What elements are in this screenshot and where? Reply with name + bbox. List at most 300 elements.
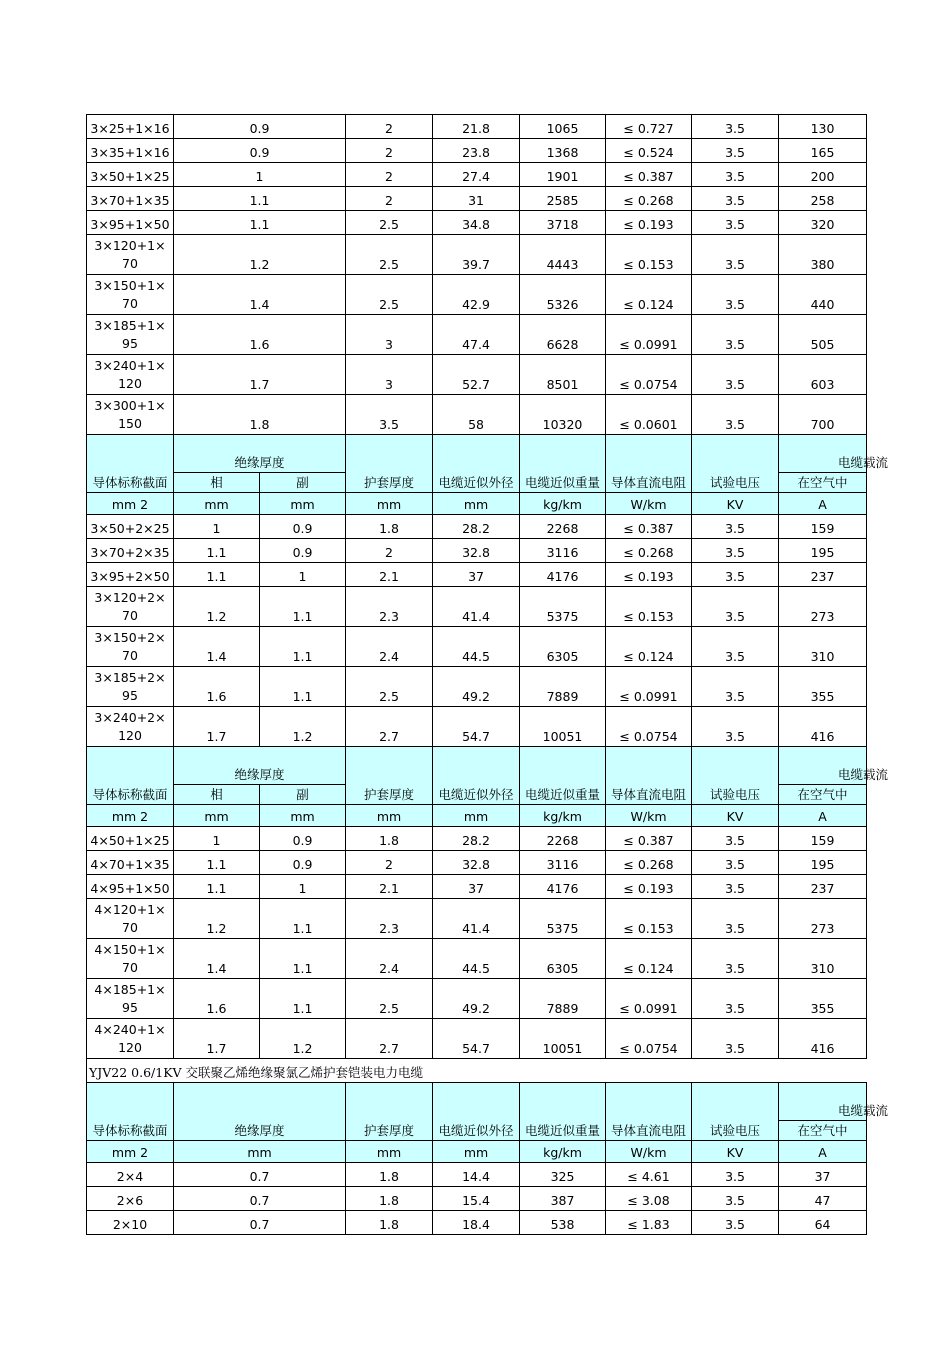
kv-cell: 3.5 — [692, 979, 779, 1019]
wt-cell: 6305 — [520, 939, 606, 979]
sheath-cell: 2.5 — [346, 235, 433, 275]
s-cell: 1 — [260, 875, 346, 899]
table-row — [87, 539, 867, 563]
sheath-cell: 2 — [346, 115, 433, 139]
sheath-cell: 1.8 — [346, 1163, 433, 1187]
unit-voltage: KV — [692, 493, 779, 515]
insulation-cell: 0.9 — [174, 115, 346, 139]
dia-cell: 31 — [433, 187, 520, 211]
p-cell: 1.6 — [174, 667, 260, 707]
p-cell: 1.4 — [174, 939, 260, 979]
dia-cell: 32.8 — [433, 851, 520, 875]
spec-cell: 3×70+2×35 — [87, 539, 174, 563]
res-cell: ≤ 0.0991 — [606, 979, 692, 1019]
amp-cell: 310 — [779, 627, 867, 667]
s-cell: 0.9 — [260, 827, 346, 851]
current-cell: 165 — [779, 139, 867, 163]
res-cell: ≤ 0.387 — [606, 827, 692, 851]
unit-row — [87, 1141, 867, 1163]
header-current-label: 电缆载流 — [838, 1103, 889, 1118]
res-cell: ≤ 4.61 — [606, 1163, 692, 1187]
s-cell: 0.9 — [260, 851, 346, 875]
dia-cell: 23.8 — [433, 139, 520, 163]
header-sub: 副 — [260, 473, 346, 493]
res-cell: ≤ 0.387 — [606, 515, 692, 539]
insulation-cell: 1.2 — [174, 235, 346, 275]
wt-cell: 3116 — [520, 851, 606, 875]
s-cell: 1.1 — [260, 667, 346, 707]
dia-cell: 52.7 — [433, 355, 520, 395]
kv-cell: 3.5 — [692, 395, 779, 435]
dia-cell: 37 — [433, 875, 520, 899]
wt-cell: 2268 — [520, 515, 606, 539]
sheath-cell: 1.8 — [346, 1187, 433, 1211]
res-cell: ≤ 0.193 — [606, 563, 692, 587]
header-diameter: 电缆近似外径 — [433, 435, 520, 493]
spec-cell: 4×185+1× 95 — [87, 979, 174, 1019]
current-cell: 320 — [779, 211, 867, 235]
kv-cell: 3.5 — [692, 1019, 779, 1059]
res-cell: ≤ 0.0754 — [606, 707, 692, 747]
s-cell: 1.2 — [260, 707, 346, 747]
dia-cell: 28.2 — [433, 827, 520, 851]
header-diameter: 电缆近似外径 — [433, 747, 520, 805]
s-cell: 1.2 — [260, 1019, 346, 1059]
amp-cell: 310 — [779, 939, 867, 979]
header-voltage: 试验电压 — [692, 747, 779, 805]
res-cell: ≤ 0.387 — [606, 163, 692, 187]
wt-cell: 7889 — [520, 667, 606, 707]
wt-cell: 1368 — [520, 139, 606, 163]
kv-cell: 3.5 — [692, 539, 779, 563]
header-resistance: 导体直流电阻 — [606, 1083, 692, 1141]
kv-cell: 3.5 — [692, 587, 779, 627]
header-sub: 副 — [260, 785, 346, 805]
wt-cell: 4176 — [520, 875, 606, 899]
kv-cell: 3.5 — [692, 115, 779, 139]
kv-cell: 3.5 — [692, 211, 779, 235]
header-weight: 电缆近似重量 — [520, 1083, 606, 1141]
kv-cell: 3.5 — [692, 563, 779, 587]
dia-cell: 18.4 — [433, 1211, 520, 1235]
table-row — [87, 1163, 867, 1187]
unit-diameter: mm — [433, 1141, 520, 1163]
header-current-label: 电缆载流 — [838, 455, 889, 470]
spec-cell: 4×120+1× 70 — [87, 899, 174, 939]
header-sheath: 护套厚度 — [346, 1083, 433, 1141]
s-cell: 1.1 — [260, 587, 346, 627]
kv-cell: 3.5 — [692, 899, 779, 939]
spec-table — [86, 114, 889, 1235]
current-cell: 258 — [779, 187, 867, 211]
unit-sub: mm — [260, 493, 346, 515]
spec-cell: 3×95+2×50 — [87, 563, 174, 587]
header-row — [87, 747, 867, 785]
kv-cell: 3.5 — [692, 827, 779, 851]
kv-cell: 3.5 — [692, 851, 779, 875]
kv-cell: 3.5 — [692, 139, 779, 163]
kv-cell: 3.5 — [692, 187, 779, 211]
table-row — [87, 355, 867, 395]
sheath-cell: 1.8 — [346, 827, 433, 851]
spec-cell: 2×6 — [87, 1187, 174, 1211]
sheath-cell: 2.3 — [346, 587, 433, 627]
wt-cell: 6628 — [520, 315, 606, 355]
res-cell: ≤ 0.153 — [606, 235, 692, 275]
p-cell: 1.4 — [174, 627, 260, 667]
dia-cell: 44.5 — [433, 627, 520, 667]
sheath-cell: 2.7 — [346, 707, 433, 747]
insulation-cell: 1.7 — [174, 355, 346, 395]
header-sheath: 护套厚度 — [346, 747, 433, 805]
wt-cell: 8501 — [520, 355, 606, 395]
wt-cell: 5326 — [520, 275, 606, 315]
table-row — [87, 163, 867, 187]
header-current — [779, 435, 889, 473]
res-cell: ≤ 0.124 — [606, 275, 692, 315]
header-air: 在空气中 — [779, 1121, 867, 1141]
dia-cell: 54.7 — [433, 1019, 520, 1059]
dia-cell: 49.2 — [433, 667, 520, 707]
spec-cell: 3×120+2× 70 — [87, 587, 174, 627]
header-weight: 电缆近似重量 — [520, 435, 606, 493]
res-cell: ≤ 0.268 — [606, 539, 692, 563]
table-row — [87, 315, 867, 355]
amp-cell: 195 — [779, 539, 867, 563]
spec-cell: 4×70+1×35 — [87, 851, 174, 875]
dia-cell: 28.2 — [433, 515, 520, 539]
header-phase: 相 — [174, 473, 260, 493]
unit-phase: mm — [174, 805, 260, 827]
spec-cell: 3×150+1× 70 — [87, 275, 174, 315]
table-row — [87, 211, 867, 235]
table-row — [87, 395, 867, 435]
s-cell: 1.1 — [260, 899, 346, 939]
sheath-cell: 2.3 — [346, 899, 433, 939]
spec-cell: 3×35+1×16 — [87, 139, 174, 163]
amp-cell: 47 — [779, 1187, 867, 1211]
kv-cell: 3.5 — [692, 235, 779, 275]
sheath-cell: 3 — [346, 315, 433, 355]
p-cell: 1.7 — [174, 707, 260, 747]
res-cell: ≤ 0.124 — [606, 939, 692, 979]
sheath-cell: 2 — [346, 539, 433, 563]
kv-cell: 3.5 — [692, 275, 779, 315]
unit-weight: kg/km — [520, 805, 606, 827]
spec-cell: 3×95+1×50 — [87, 211, 174, 235]
res-cell: ≤ 0.727 — [606, 115, 692, 139]
sheath-cell: 2 — [346, 851, 433, 875]
unit-weight: kg/km — [520, 1141, 606, 1163]
section-title: YJV22 0.6/1KV 交联聚乙烯绝缘聚氯乙烯护套铠装电力电缆 — [87, 1059, 867, 1083]
header-air: 在空气中 — [779, 785, 867, 805]
header-current-label: 电缆载流 — [838, 767, 889, 782]
wt-cell: 1065 — [520, 115, 606, 139]
spec-cell: 4×150+1× 70 — [87, 939, 174, 979]
unit-current: A — [779, 1141, 867, 1163]
spec-cell: 3×25+1×16 — [87, 115, 174, 139]
current-cell: 200 — [779, 163, 867, 187]
res-cell: ≤ 0.193 — [606, 875, 692, 899]
header-insulation: 绝缘厚度 — [174, 747, 346, 785]
header-phase: 相 — [174, 785, 260, 805]
table-row — [87, 939, 867, 979]
current-cell: 440 — [779, 275, 867, 315]
table-row — [87, 899, 867, 939]
res-cell: ≤ 0.524 — [606, 139, 692, 163]
dia-cell: 58 — [433, 395, 520, 435]
wt-cell: 5375 — [520, 587, 606, 627]
amp-cell: 416 — [779, 1019, 867, 1059]
spec-cell: 3×240+2× 120 — [87, 707, 174, 747]
unit-resistance: W/km — [606, 1141, 692, 1163]
header-insulation: 绝缘厚度 — [174, 1083, 346, 1141]
cable-spec-sheet — [86, 114, 889, 1235]
sheath-cell: 2 — [346, 187, 433, 211]
kv-cell: 3.5 — [692, 315, 779, 355]
s-cell: 1 — [260, 563, 346, 587]
dia-cell: 41.4 — [433, 587, 520, 627]
header-insulation: 绝缘厚度 — [174, 435, 346, 473]
s-cell: 1.1 — [260, 939, 346, 979]
spec-cell: 2×4 — [87, 1163, 174, 1187]
dia-cell: 42.9 — [433, 275, 520, 315]
table-row — [87, 235, 867, 275]
sheath-cell: 2.5 — [346, 979, 433, 1019]
table-row — [87, 187, 867, 211]
spec-cell: 3×185+2× 95 — [87, 667, 174, 707]
header-sheath: 护套厚度 — [346, 435, 433, 493]
amp-cell: 355 — [779, 979, 867, 1019]
wt-cell: 325 — [520, 1163, 606, 1187]
p-cell: 1.7 — [174, 1019, 260, 1059]
current-cell: 603 — [779, 355, 867, 395]
sheath-cell: 2.7 — [346, 1019, 433, 1059]
wt-cell: 7889 — [520, 979, 606, 1019]
res-cell: ≤ 0.193 — [606, 211, 692, 235]
wt-cell: 6305 — [520, 627, 606, 667]
table-row — [87, 1211, 867, 1235]
unit-row — [87, 805, 867, 827]
amp-cell: 273 — [779, 899, 867, 939]
spec-cell: 3×50+1×25 — [87, 163, 174, 187]
dia-cell: 14.4 — [433, 1163, 520, 1187]
dia-cell: 44.5 — [433, 939, 520, 979]
table-row — [87, 707, 867, 747]
wt-cell: 387 — [520, 1187, 606, 1211]
kv-cell: 3.5 — [692, 707, 779, 747]
dia-cell: 49.2 — [433, 979, 520, 1019]
table-row — [87, 875, 867, 899]
unit-resistance: W/km — [606, 493, 692, 515]
sheath-cell: 2.1 — [346, 875, 433, 899]
table-row — [87, 627, 867, 667]
wt-cell: 10051 — [520, 1019, 606, 1059]
p-cell: 1.1 — [174, 563, 260, 587]
wt-cell: 2268 — [520, 827, 606, 851]
s-cell: 0.9 — [260, 539, 346, 563]
header-current — [779, 747, 889, 785]
dia-cell: 34.8 — [433, 211, 520, 235]
table-row — [87, 979, 867, 1019]
header-voltage: 试验电压 — [692, 1083, 779, 1141]
kv-cell: 3.5 — [692, 163, 779, 187]
res-cell: ≤ 0.153 — [606, 899, 692, 939]
spec-cell: 3×150+2× 70 — [87, 627, 174, 667]
res-cell: ≤ 0.268 — [606, 851, 692, 875]
unit-row — [87, 493, 867, 515]
wt-cell: 4443 — [520, 235, 606, 275]
spec-cell: 3×300+1× 150 — [87, 395, 174, 435]
current-cell: 700 — [779, 395, 867, 435]
unit-diameter: mm — [433, 493, 520, 515]
res-cell: ≤ 0.0754 — [606, 1019, 692, 1059]
dia-cell: 15.4 — [433, 1187, 520, 1211]
res-cell: ≤ 0.124 — [606, 627, 692, 667]
unit-resistance: W/km — [606, 805, 692, 827]
spec-cell: 3×120+1× 70 — [87, 235, 174, 275]
sheath-cell: 2.4 — [346, 939, 433, 979]
unit-insulation: mm — [174, 1141, 346, 1163]
header-resistance: 导体直流电阻 — [606, 435, 692, 493]
unit-spec: mm 2 — [87, 493, 174, 515]
unit-sub: mm — [260, 805, 346, 827]
res-cell: ≤ 0.268 — [606, 187, 692, 211]
table-row — [87, 587, 867, 627]
spec-cell: 3×50+2×25 — [87, 515, 174, 539]
current-cell: 130 — [779, 115, 867, 139]
header-voltage: 试验电压 — [692, 435, 779, 493]
spec-cell: 3×240+1× 120 — [87, 355, 174, 395]
header-row — [87, 435, 867, 473]
res-cell: ≤ 1.83 — [606, 1211, 692, 1235]
sheath-cell: 1.8 — [346, 515, 433, 539]
current-cell: 505 — [779, 315, 867, 355]
table-row — [87, 827, 867, 851]
amp-cell: 416 — [779, 707, 867, 747]
spec-table-body — [87, 115, 889, 1235]
wt-cell: 1901 — [520, 163, 606, 187]
amp-cell: 64 — [779, 1211, 867, 1235]
table-row — [87, 851, 867, 875]
amp-cell: 237 — [779, 563, 867, 587]
p-cell: 1.2 — [174, 899, 260, 939]
amp-cell: 159 — [779, 827, 867, 851]
dia-cell: 37 — [433, 563, 520, 587]
spec-cell: 4×95+1×50 — [87, 875, 174, 899]
wt-cell: 4176 — [520, 563, 606, 587]
spec-cell: 3×70+1×35 — [87, 187, 174, 211]
sheath-cell: 2 — [346, 163, 433, 187]
kv-cell: 3.5 — [692, 939, 779, 979]
dia-cell: 27.4 — [433, 163, 520, 187]
s-cell: 1.1 — [260, 979, 346, 1019]
unit-sheath: mm — [346, 805, 433, 827]
kv-cell: 3.5 — [692, 1187, 779, 1211]
amp-cell: 195 — [779, 851, 867, 875]
p-cell: 1.2 — [174, 587, 260, 627]
header-resistance: 导体直流电阻 — [606, 747, 692, 805]
spec-cell: 2×10 — [87, 1211, 174, 1235]
kv-cell: 3.5 — [692, 627, 779, 667]
spec-cell: 4×240+1× 120 — [87, 1019, 174, 1059]
sheath-cell: 1.8 — [346, 1211, 433, 1235]
insulation-cell: 1.8 — [174, 395, 346, 435]
header-row — [87, 1083, 867, 1121]
res-cell: ≤ 0.0601 — [606, 395, 692, 435]
section-title-row — [87, 1059, 867, 1083]
wt-cell: 3116 — [520, 539, 606, 563]
dia-cell: 21.8 — [433, 115, 520, 139]
unit-phase: mm — [174, 493, 260, 515]
insulation-cell: 1.1 — [174, 187, 346, 211]
kv-cell: 3.5 — [692, 875, 779, 899]
table-row — [87, 1019, 867, 1059]
wt-cell: 10320 — [520, 395, 606, 435]
amp-cell: 37 — [779, 1163, 867, 1187]
sheath-cell: 2.1 — [346, 563, 433, 587]
unit-spec: mm 2 — [87, 1141, 174, 1163]
header-weight: 电缆近似重量 — [520, 747, 606, 805]
amp-cell: 273 — [779, 587, 867, 627]
p-cell: 1.1 — [174, 851, 260, 875]
dia-cell: 47.4 — [433, 315, 520, 355]
sheath-cell: 2.5 — [346, 275, 433, 315]
dia-cell: 54.7 — [433, 707, 520, 747]
res-cell: ≤ 3.08 — [606, 1187, 692, 1211]
unit-current: A — [779, 805, 867, 827]
insulation-cell: 0.7 — [174, 1163, 346, 1187]
dia-cell: 32.8 — [433, 539, 520, 563]
unit-weight: kg/km — [520, 493, 606, 515]
unit-sheath: mm — [346, 1141, 433, 1163]
kv-cell: 3.5 — [692, 1163, 779, 1187]
sheath-cell: 3.5 — [346, 395, 433, 435]
p-cell: 1.1 — [174, 875, 260, 899]
sheath-cell: 2.4 — [346, 627, 433, 667]
table-row — [87, 115, 867, 139]
table-row — [87, 515, 867, 539]
unit-voltage: KV — [692, 1141, 779, 1163]
res-cell: ≤ 0.153 — [606, 587, 692, 627]
kv-cell: 3.5 — [692, 515, 779, 539]
insulation-cell: 0.9 — [174, 139, 346, 163]
p-cell: 1 — [174, 515, 260, 539]
res-cell: ≤ 0.0754 — [606, 355, 692, 395]
wt-cell: 5375 — [520, 899, 606, 939]
kv-cell: 3.5 — [692, 355, 779, 395]
sheath-cell: 2.5 — [346, 667, 433, 707]
kv-cell: 3.5 — [692, 1211, 779, 1235]
insulation-cell: 1.4 — [174, 275, 346, 315]
unit-diameter: mm — [433, 805, 520, 827]
table-row — [87, 139, 867, 163]
res-cell: ≤ 0.0991 — [606, 667, 692, 707]
insulation-cell: 0.7 — [174, 1211, 346, 1235]
unit-spec: mm 2 — [87, 805, 174, 827]
unit-current: A — [779, 493, 867, 515]
insulation-cell: 1.6 — [174, 315, 346, 355]
insulation-cell: 1.1 — [174, 211, 346, 235]
wt-cell: 3718 — [520, 211, 606, 235]
sheath-cell: 2.5 — [346, 211, 433, 235]
dia-cell: 41.4 — [433, 899, 520, 939]
sheath-cell: 3 — [346, 355, 433, 395]
sheath-cell: 2 — [346, 139, 433, 163]
amp-cell: 159 — [779, 515, 867, 539]
wt-cell: 2585 — [520, 187, 606, 211]
table-row — [87, 1187, 867, 1211]
